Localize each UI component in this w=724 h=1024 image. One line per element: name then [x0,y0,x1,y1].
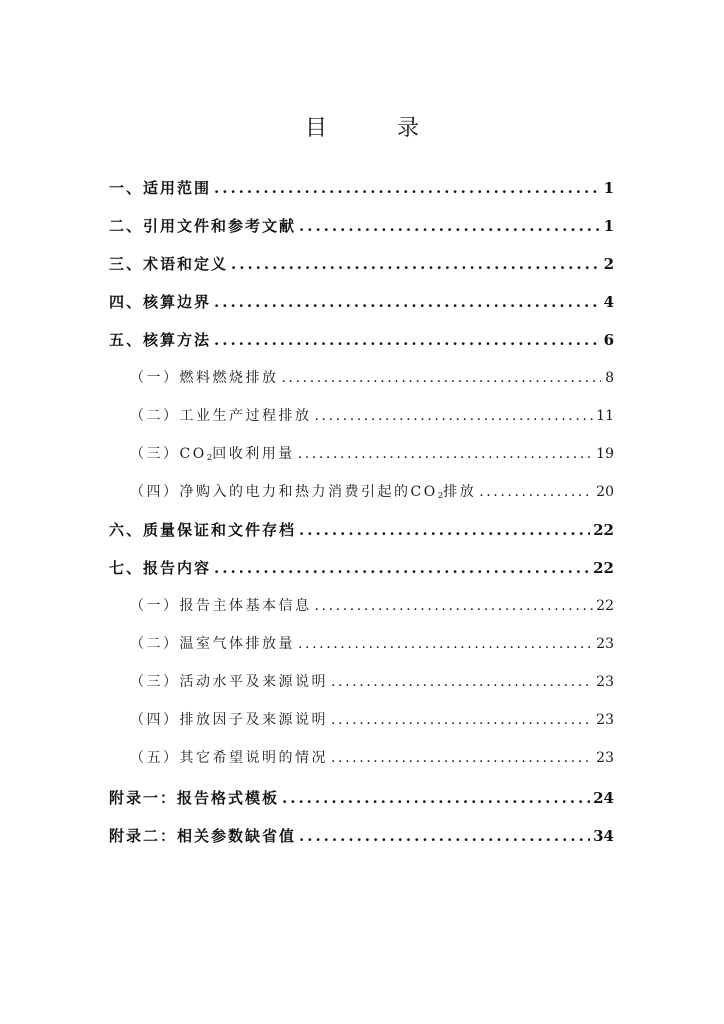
toc-entry[interactable] [109,328,614,352]
page-title: 目 录 [304,116,443,141]
toc-page-number: 23 [596,674,614,690]
toc-page-number: 2 [603,255,614,273]
toc-entry[interactable] [109,518,614,542]
toc-page-number: 22 [593,521,614,539]
dot-leader [214,176,601,200]
toc-entry-label: 四、核算边界 [109,293,212,311]
dot-leader [231,252,601,276]
toc-entry[interactable] [130,442,614,466]
toc-entry-label-part: （三）CO [130,446,207,462]
dot-leader [282,366,602,390]
dot-leader [298,442,593,466]
toc-page-number: 24 [593,789,614,807]
dot-leader [331,708,593,732]
toc-entry[interactable] [109,556,614,580]
dot-leader [214,290,601,314]
subscript-two: 2 [206,453,213,464]
dot-leader [315,404,594,428]
toc-entry-label-part: 排放 [443,484,477,500]
toc-page-number: 23 [596,712,614,728]
dot-leader [214,328,601,352]
dot-leader [299,824,590,848]
dot-leader [331,670,593,694]
toc-entry[interactable] [130,480,614,504]
dot-leader [282,786,590,810]
subscript-two: 2 [437,491,444,502]
toc-entry[interactable] [130,404,614,428]
toc-entry-label: 二、引用文件和参考文献 [109,217,297,235]
dot-leader [315,594,594,618]
toc-entry-label: （五）其它希望说明的情况 [130,750,328,766]
toc-entry-label [130,480,476,508]
toc-entry-label: （三）活动水平及来源说明 [130,674,328,690]
toc-entry[interactable] [130,366,614,390]
toc-entry[interactable] [130,708,614,732]
dot-leader [479,480,593,504]
toc-page-number: 23 [596,636,614,652]
dot-leader [298,632,593,656]
toc-entry[interactable] [109,786,614,810]
dot-leader [331,746,593,770]
toc-page-number: 8 [605,370,614,386]
toc-entry-label: （二）工业生产过程排放 [130,408,312,424]
toc-entry[interactable] [109,290,614,314]
toc-entry[interactable] [109,824,614,848]
toc-entry-label-part: 回收利用量 [212,446,295,462]
toc-page-number: 11 [596,408,614,424]
toc-entry[interactable] [130,594,614,618]
toc-page-number: 6 [603,331,614,349]
toc-entry[interactable] [130,632,614,656]
toc-entry-label-part: （四）净购入的电力和热力消费引起的CO [130,484,438,500]
toc-entry[interactable] [109,176,614,200]
toc-entry-label: 七、报告内容 [109,559,212,577]
toc-entry-label [130,442,295,470]
toc-entry-label: （四）排放因子及来源说明 [130,712,328,728]
toc-page-number: 1 [603,179,614,197]
toc-entry[interactable] [109,214,614,238]
toc-page-number: 22 [596,598,614,614]
toc-page-number: 34 [593,827,614,845]
dot-leader [214,556,590,580]
toc-entry-label: 附录二：相关参数缺省值 [109,827,297,845]
toc-entry-label: （二）温室气体排放量 [130,636,295,652]
toc-page-number: 4 [603,293,614,311]
toc-page-number: 20 [596,484,614,500]
toc-page-number: 1 [603,217,614,235]
toc-entry-label: 附录一：报告格式模板 [109,789,280,807]
toc-entry-label: 五、核算方法 [109,331,212,349]
toc-entry[interactable] [130,670,614,694]
dot-leader [299,518,590,542]
toc-page-number: 22 [593,559,614,577]
toc-entry-label: 一、适用范围 [109,179,212,197]
toc-entry-label: 三、术语和定义 [109,255,229,273]
toc-entry[interactable] [109,252,614,276]
dot-leader [299,214,601,238]
toc-entry-label: 六、质量保证和文件存档 [109,521,297,539]
toc-page-number: 19 [596,446,614,462]
toc-entry-label: （一）燃料燃烧排放 [130,370,279,386]
toc-page-number: 23 [596,750,614,766]
toc-entry[interactable] [130,746,614,770]
toc-entry-label: （一）报告主体基本信息 [130,598,312,614]
